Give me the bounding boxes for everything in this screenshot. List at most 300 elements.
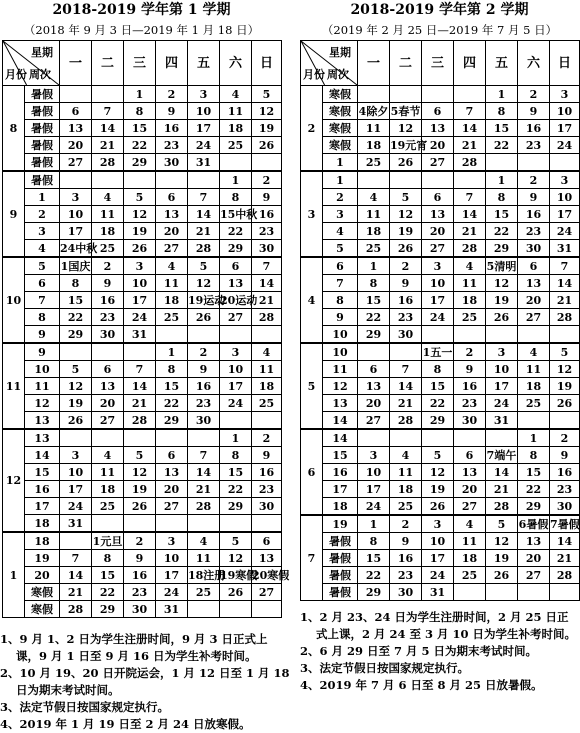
week-row: [3, 532, 282, 550]
note-item: 2、10 月 19、20 日开院运会，1 月 12 日至 1 月 18 日为期末考试时间。: [0, 666, 290, 697]
week-row: [301, 481, 580, 498]
note-item: 4、2019 年 1 月 19 日至 2 月 24 日放寒假。: [0, 717, 251, 731]
day-cell: 30: [518, 240, 550, 258]
month-cell: 3: [301, 171, 323, 257]
day-cell: 21: [188, 481, 220, 498]
day-cell: [124, 515, 156, 533]
week-axis-label: 周次: [327, 68, 349, 81]
day-cell: 18: [390, 481, 422, 498]
day-cell: [550, 154, 580, 172]
day-cell: 29: [60, 326, 92, 344]
day-cell: 30: [124, 601, 156, 618]
month-cell: 10: [3, 257, 25, 343]
day-cell: 27: [92, 412, 124, 430]
week-number-cell: 20: [25, 567, 60, 584]
day-cell: 14: [60, 567, 92, 584]
day-cell: [92, 171, 124, 189]
day-cell: 10: [422, 275, 454, 292]
day-cell: 6: [252, 532, 282, 550]
day-cell: 5: [390, 189, 422, 206]
day-cell: [60, 343, 92, 361]
day-cell: 11: [518, 361, 550, 378]
week-row: [301, 154, 580, 172]
day-cell: 25: [390, 498, 422, 516]
day-cell: [358, 343, 390, 361]
month-cell: 1: [3, 532, 25, 618]
day-cell: 31: [60, 515, 92, 533]
week-row: [301, 292, 580, 309]
day-cell: 5: [124, 189, 156, 206]
day-cell: 26: [220, 584, 252, 601]
day-cell: 14: [252, 275, 282, 292]
day-cell: 15: [124, 120, 156, 137]
week-row: [3, 275, 282, 292]
day-cell: 10: [486, 361, 518, 378]
day-cell: 9: [124, 550, 156, 567]
day-cell: 8: [220, 189, 252, 206]
week-row: [3, 171, 282, 189]
day-cell: 19: [252, 120, 282, 137]
day-cell: 3: [60, 189, 92, 206]
day-cell: 19运动: [188, 293, 226, 307]
day-cell: 7: [124, 361, 156, 378]
week-number-cell: 10: [323, 343, 358, 361]
day-cell: 13: [156, 464, 188, 481]
week-number-cell: 暑假: [25, 154, 60, 172]
weekday-header-4: 四: [156, 41, 188, 86]
week-number-cell: 7: [25, 292, 60, 309]
weekday-header-3: 三: [422, 41, 454, 86]
week-number-cell: 15: [323, 447, 358, 464]
day-cell: 24: [550, 223, 580, 240]
day-cell: 13: [518, 533, 550, 550]
day-cell: 13: [60, 120, 92, 137]
day-cell: 12: [124, 464, 156, 481]
week-row: [301, 223, 580, 240]
day-cell: 16: [390, 550, 422, 567]
day-cell: 9: [518, 189, 550, 206]
week-number-cell: 8: [323, 292, 358, 309]
day-cell: 13: [454, 464, 486, 481]
day-cell: 25: [358, 154, 390, 172]
day-cell: 22: [220, 223, 252, 240]
day-cell: 31: [156, 601, 188, 618]
day-cell: 7: [92, 103, 124, 120]
day-cell: 21: [454, 223, 486, 240]
day-cell: 19: [60, 395, 92, 412]
day-cell: 1: [220, 429, 252, 447]
day-cell: 12: [124, 206, 156, 223]
day-cell: [486, 326, 518, 344]
day-cell: 3: [486, 343, 518, 361]
day-cell: [358, 86, 390, 103]
day-cell: 6: [92, 361, 124, 378]
day-cell: 11: [454, 533, 486, 550]
day-cell: 23: [390, 567, 422, 584]
note-item: 2、6 月 29 日至 7 月 5 日为期末考试时间。: [300, 644, 538, 658]
day-cell: 8: [486, 103, 518, 120]
day-cell: 8: [156, 361, 188, 378]
day-cell: 2: [390, 515, 422, 533]
day-cell: 6: [454, 447, 486, 464]
day-cell: 11: [358, 120, 390, 137]
day-cell: [390, 86, 422, 103]
day-cell: 25: [454, 567, 486, 584]
day-cell: 8: [124, 103, 156, 120]
weekday-header-7: 日: [252, 41, 282, 86]
weekday-header-4: 四: [454, 41, 486, 86]
day-cell: [252, 326, 282, 344]
week-number-cell: 11: [25, 378, 60, 395]
week-row: [3, 378, 282, 395]
week-number-cell: 暑假: [25, 86, 60, 103]
day-cell: 15中秋: [220, 207, 258, 221]
day-cell: 20: [156, 223, 188, 240]
week-row: [301, 395, 580, 412]
day-cell: 26: [60, 412, 92, 430]
week-number-cell: 19: [323, 515, 358, 533]
weekday-header-5: 五: [188, 41, 220, 86]
day-cell: [454, 429, 486, 447]
weekday-header-1: 一: [358, 41, 390, 86]
day-cell: 25: [220, 137, 252, 154]
day-cell: 17: [486, 378, 518, 395]
day-cell: 30: [550, 498, 580, 516]
week-number-cell: 6: [25, 275, 60, 292]
day-cell: 18: [454, 550, 486, 567]
week-number-cell: 14: [323, 412, 358, 430]
month-cell: 8: [3, 86, 25, 172]
week-row: [301, 103, 580, 120]
day-cell: 26: [550, 395, 580, 412]
week-row: [3, 257, 282, 275]
day-cell: 1国庆: [60, 257, 92, 275]
day-cell: 4: [156, 257, 188, 275]
day-cell: 16: [252, 206, 282, 223]
day-cell: 18: [518, 378, 550, 395]
day-cell: [358, 429, 390, 447]
day-cell: 17: [358, 481, 390, 498]
day-cell: 23: [188, 395, 220, 412]
day-cell: 26: [486, 309, 518, 326]
day-cell: 28: [60, 601, 92, 618]
week-row: [3, 361, 282, 378]
day-cell: 4: [358, 189, 390, 206]
day-cell: 4: [188, 532, 220, 550]
semester-1-calendar: [2, 0, 290, 618]
day-cell: 10: [156, 550, 188, 567]
week-row: [3, 240, 282, 258]
day-cell: 3: [550, 86, 580, 103]
week-number-cell: 5: [323, 240, 358, 258]
day-cell: 12: [188, 275, 220, 292]
day-cell: 4: [454, 257, 486, 275]
month-axis-label: 月份: [5, 68, 27, 81]
day-cell: 1五一: [422, 343, 454, 361]
day-cell: 30: [252, 240, 282, 258]
day-cell: 25: [252, 395, 282, 412]
week-number-cell: 1: [323, 154, 358, 172]
week-row: [3, 137, 282, 154]
day-cell: 23: [252, 481, 282, 498]
day-cell: [124, 343, 156, 361]
day-cell: [518, 326, 550, 344]
day-cell: 28: [550, 567, 580, 584]
day-cell: [60, 429, 92, 447]
day-cell: 27: [60, 154, 92, 172]
day-cell: 29: [422, 412, 454, 430]
day-cell: 14: [486, 464, 518, 481]
semester-1-range: （2018 年 9 月 3 日—2019 年 1 月 18 日）: [23, 23, 260, 37]
week-row: [301, 447, 580, 464]
day-cell: [486, 154, 518, 172]
day-cell: 20: [454, 481, 486, 498]
day-cell: 14: [550, 275, 580, 292]
day-cell: 12: [390, 206, 422, 223]
week-row: [301, 86, 580, 103]
day-cell: [422, 86, 454, 103]
day-cell: 27: [156, 240, 188, 258]
day-cell: 16: [454, 378, 486, 395]
month-cell: 6: [301, 429, 323, 515]
day-cell: 20: [156, 481, 188, 498]
day-cell: 29: [156, 412, 188, 430]
day-cell: 7: [252, 257, 282, 275]
week-number-cell: 寒假: [323, 103, 358, 120]
day-cell: 7: [454, 103, 486, 120]
day-cell: 2: [390, 257, 422, 275]
day-cell: 23: [252, 223, 282, 240]
day-cell: 30: [92, 326, 124, 344]
week-number-cell: 寒假: [323, 137, 358, 154]
day-cell: 20: [422, 223, 454, 240]
week-row: [301, 326, 580, 344]
day-cell: 3: [156, 532, 188, 550]
day-cell: 26: [252, 137, 282, 154]
day-cell: 18: [454, 292, 486, 309]
day-cell: 15: [358, 292, 390, 309]
day-cell: 18: [358, 223, 390, 240]
semester-1-table: [2, 40, 290, 618]
header-corner-cell: [301, 41, 358, 86]
day-cell: 21: [454, 137, 486, 154]
day-cell: 30: [390, 326, 422, 344]
day-cell: 10: [60, 464, 92, 481]
day-cell: 5: [124, 447, 156, 464]
day-cell: [252, 154, 282, 172]
day-cell: 9: [454, 361, 486, 378]
day-cell: 30: [156, 154, 188, 172]
day-cell: 11: [156, 275, 188, 292]
day-cell: 8: [486, 189, 518, 206]
week-row: [301, 550, 580, 567]
day-cell: 11: [92, 206, 124, 223]
day-cell: 2: [518, 171, 550, 189]
day-cell: [220, 326, 252, 344]
day-cell: 29: [124, 154, 156, 172]
day-cell: 18: [92, 223, 124, 240]
week-number-cell: 18: [25, 532, 60, 550]
day-cell: 27: [422, 154, 454, 172]
day-cell: 27: [220, 309, 252, 326]
day-cell: [220, 154, 252, 172]
day-cell: 17: [156, 567, 188, 584]
day-cell: 17: [422, 550, 454, 567]
day-cell: 16: [518, 206, 550, 223]
week-number-cell: 7: [323, 275, 358, 292]
day-cell: [92, 515, 124, 533]
week-number-cell: 暑假: [323, 584, 358, 601]
day-cell: 23: [518, 223, 550, 240]
day-cell: 4: [454, 515, 486, 533]
week-number-cell: 4: [323, 223, 358, 240]
day-cell: 29: [220, 498, 252, 515]
day-cell: 11: [188, 550, 220, 567]
week-number-cell: 8: [25, 309, 60, 326]
day-cell: 22: [358, 309, 390, 326]
week-number-cell: 16: [323, 464, 358, 481]
weekday-header-2: 二: [390, 41, 422, 86]
day-cell: 22: [486, 137, 518, 154]
note-item: 3、法定节假日按国家规定执行。: [0, 700, 169, 714]
week-number-cell: 寒假: [323, 120, 358, 137]
day-cell: 9: [156, 103, 188, 120]
day-cell: 26: [124, 240, 156, 258]
semester-2-title: 2018-2019 学年第 2 学期: [350, 2, 529, 18]
day-cell: 5: [60, 361, 92, 378]
day-cell: [188, 171, 220, 189]
day-cell: 3: [550, 171, 580, 189]
day-cell: 3: [60, 447, 92, 464]
day-cell: 9: [252, 189, 282, 206]
week-row: [3, 429, 282, 447]
day-cell: 1: [358, 257, 390, 275]
day-cell: 9: [390, 533, 422, 550]
day-cell: 1: [358, 515, 390, 533]
note-item: 1、9 月 1、2 日为学生注册时间，9 月 3 日正式上课，9 月 1 日至 9 月 16 日为学生补考时间。: [0, 632, 268, 663]
day-cell: 25: [358, 240, 390, 258]
week-number-cell: 15: [25, 464, 60, 481]
day-cell: [60, 532, 92, 550]
day-cell: [188, 515, 220, 533]
day-cell: 2: [550, 429, 580, 447]
day-cell: [422, 171, 454, 189]
day-cell: [550, 584, 580, 601]
day-cell: 25: [156, 309, 188, 326]
week-number-cell: 14: [323, 429, 358, 447]
day-cell: 25: [92, 240, 124, 258]
day-cell: 17: [60, 223, 92, 240]
day-cell: 17: [220, 378, 252, 395]
month-cell: 11: [3, 343, 25, 429]
day-cell: 18: [92, 481, 124, 498]
week-number-cell: 18: [323, 498, 358, 516]
day-cell: 8: [422, 361, 454, 378]
day-cell: 6: [220, 257, 252, 275]
day-cell: 7: [188, 189, 220, 206]
weekday-header-2: 二: [92, 41, 124, 86]
day-cell: 22: [156, 395, 188, 412]
week-row: [3, 309, 282, 326]
day-cell: 22: [92, 584, 124, 601]
day-cell: 23: [156, 137, 188, 154]
day-cell: 12: [390, 120, 422, 137]
day-cell: [220, 515, 252, 533]
week-row: [3, 343, 282, 361]
day-cell: [390, 343, 422, 361]
week-row: [301, 343, 580, 361]
day-cell: 15: [60, 292, 92, 309]
day-cell: 20: [518, 292, 550, 309]
week-number-cell: 暑假: [25, 103, 60, 120]
note-item: 4、2019 年 7 月 6 日至 8 月 25 日放暑假。: [300, 678, 543, 692]
week-row: [301, 412, 580, 430]
day-cell: [422, 326, 454, 344]
day-cell: 10: [188, 103, 220, 120]
day-cell: [60, 86, 92, 103]
day-cell: 22: [518, 481, 550, 498]
day-cell: 18: [220, 120, 252, 137]
week-number-cell: 18: [25, 515, 60, 533]
day-cell: 8: [358, 275, 390, 292]
day-cell: 24: [486, 395, 518, 412]
day-cell: 7暑假: [550, 515, 580, 533]
day-cell: 17: [124, 292, 156, 309]
day-cell: [390, 171, 422, 189]
day-cell: 13: [156, 206, 188, 223]
day-cell: 1: [124, 86, 156, 103]
day-cell: [252, 515, 282, 533]
week-number-cell: 寒假: [25, 601, 60, 618]
weekday-axis-label: 星期: [31, 46, 53, 59]
day-cell: 27: [156, 498, 188, 515]
day-cell: 27: [252, 584, 282, 601]
day-cell: 13: [92, 378, 124, 395]
day-cell: 13: [518, 275, 550, 292]
day-cell: 6: [422, 189, 454, 206]
week-row: [3, 584, 282, 601]
day-cell: 15: [358, 550, 390, 567]
week-row: [301, 309, 580, 326]
day-cell: 29: [518, 498, 550, 516]
day-cell: 20运动: [220, 293, 258, 307]
week-row: [3, 447, 282, 464]
week-number-cell: 暑假: [323, 550, 358, 567]
day-cell: 12: [486, 533, 518, 550]
day-cell: 22: [220, 481, 252, 498]
day-cell: [252, 601, 282, 618]
day-cell: 24: [422, 567, 454, 584]
day-cell: [188, 601, 220, 618]
day-cell: 15: [486, 120, 518, 137]
day-cell: 9: [92, 275, 124, 292]
day-cell: [454, 86, 486, 103]
day-cell: 7: [390, 361, 422, 378]
day-cell: 1: [486, 171, 518, 189]
day-cell: 10: [550, 103, 580, 120]
day-cell: 23: [454, 395, 486, 412]
week-number-cell: 2: [25, 206, 60, 223]
day-cell: [550, 326, 580, 344]
day-cell: 22: [124, 137, 156, 154]
day-cell: 13: [422, 120, 454, 137]
week-number-cell: 13: [25, 429, 60, 447]
day-cell: 20: [422, 137, 454, 154]
day-cell: 15: [518, 464, 550, 481]
day-cell: 6: [518, 257, 550, 275]
day-cell: 11: [358, 206, 390, 223]
day-cell: 6: [156, 189, 188, 206]
